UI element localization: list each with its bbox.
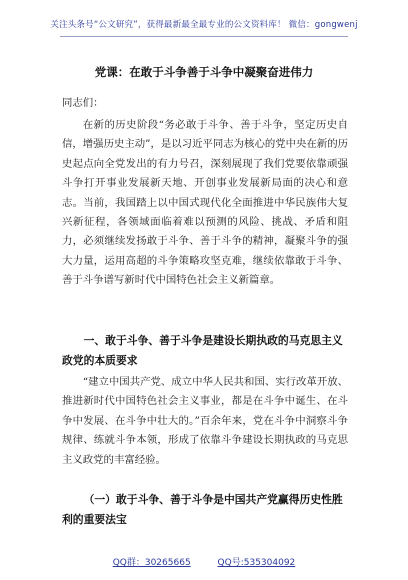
section-heading-1: 一、敢于斗争、善于斗争是建设长期执政的马克思主义政党的本质要求 bbox=[62, 334, 343, 367]
footer-qq-number: QQ号:535304092 bbox=[217, 558, 296, 568]
subsection-heading-1: （一）敢于斗争、善于斗争是中国共产党赢得历史性胜利的重要法宝 bbox=[62, 493, 343, 526]
footer-contact bbox=[0, 555, 408, 568]
header-note: 关注头条号“公文研究”，获得最新最全最专业的公文资料库！ 微信：gongwenj bbox=[50, 20, 358, 30]
salutation: 同志们： bbox=[62, 97, 104, 109]
header-divider bbox=[60, 36, 348, 37]
document-title: 党课：在敢于斗争善于斗争中凝聚奋进伟力 bbox=[94, 65, 314, 79]
paragraph-2: “建立中国共产党、成立中华人民共和国、实行改革开放、推进新时代中国特色社会主义事业，都是在斗争中诞生、在斗争中发展、在斗争中壮大的。”百余年来，党在斗争中洞察斗争规律、练就斗争本领，形成了依靠斗争建设长期执政的马克思主义政党的丰富经验。 bbox=[62, 376, 348, 466]
paragraph-1: 在新的历史阶段“务必敢于斗争、善于斗争，坚定历史自信，增强历史主动”，是以习近平同志为核心的党中央在新的历史起点向全党发出的有力号召，深刻展现了我们党要依靠顽强斗争打开事业发展新天地、开创事业发展新局面的决心和意志。当前，我国踏上以中国式现代化全面推进中华民族伟大复兴新征程，各领域面临着难以预测的风险、挑战、矛盾和阻力，必须继续发扬敢于斗争、善于斗争的精神，凝聚斗争的强大力量，运用高超的斗争策略攻坚克难，继续依靠敢于斗争、善于斗争谱写新时代中国特色社会主义新篇章。 bbox=[62, 119, 348, 287]
footer-qq-group: QQ群：30265665 bbox=[112, 558, 191, 568]
